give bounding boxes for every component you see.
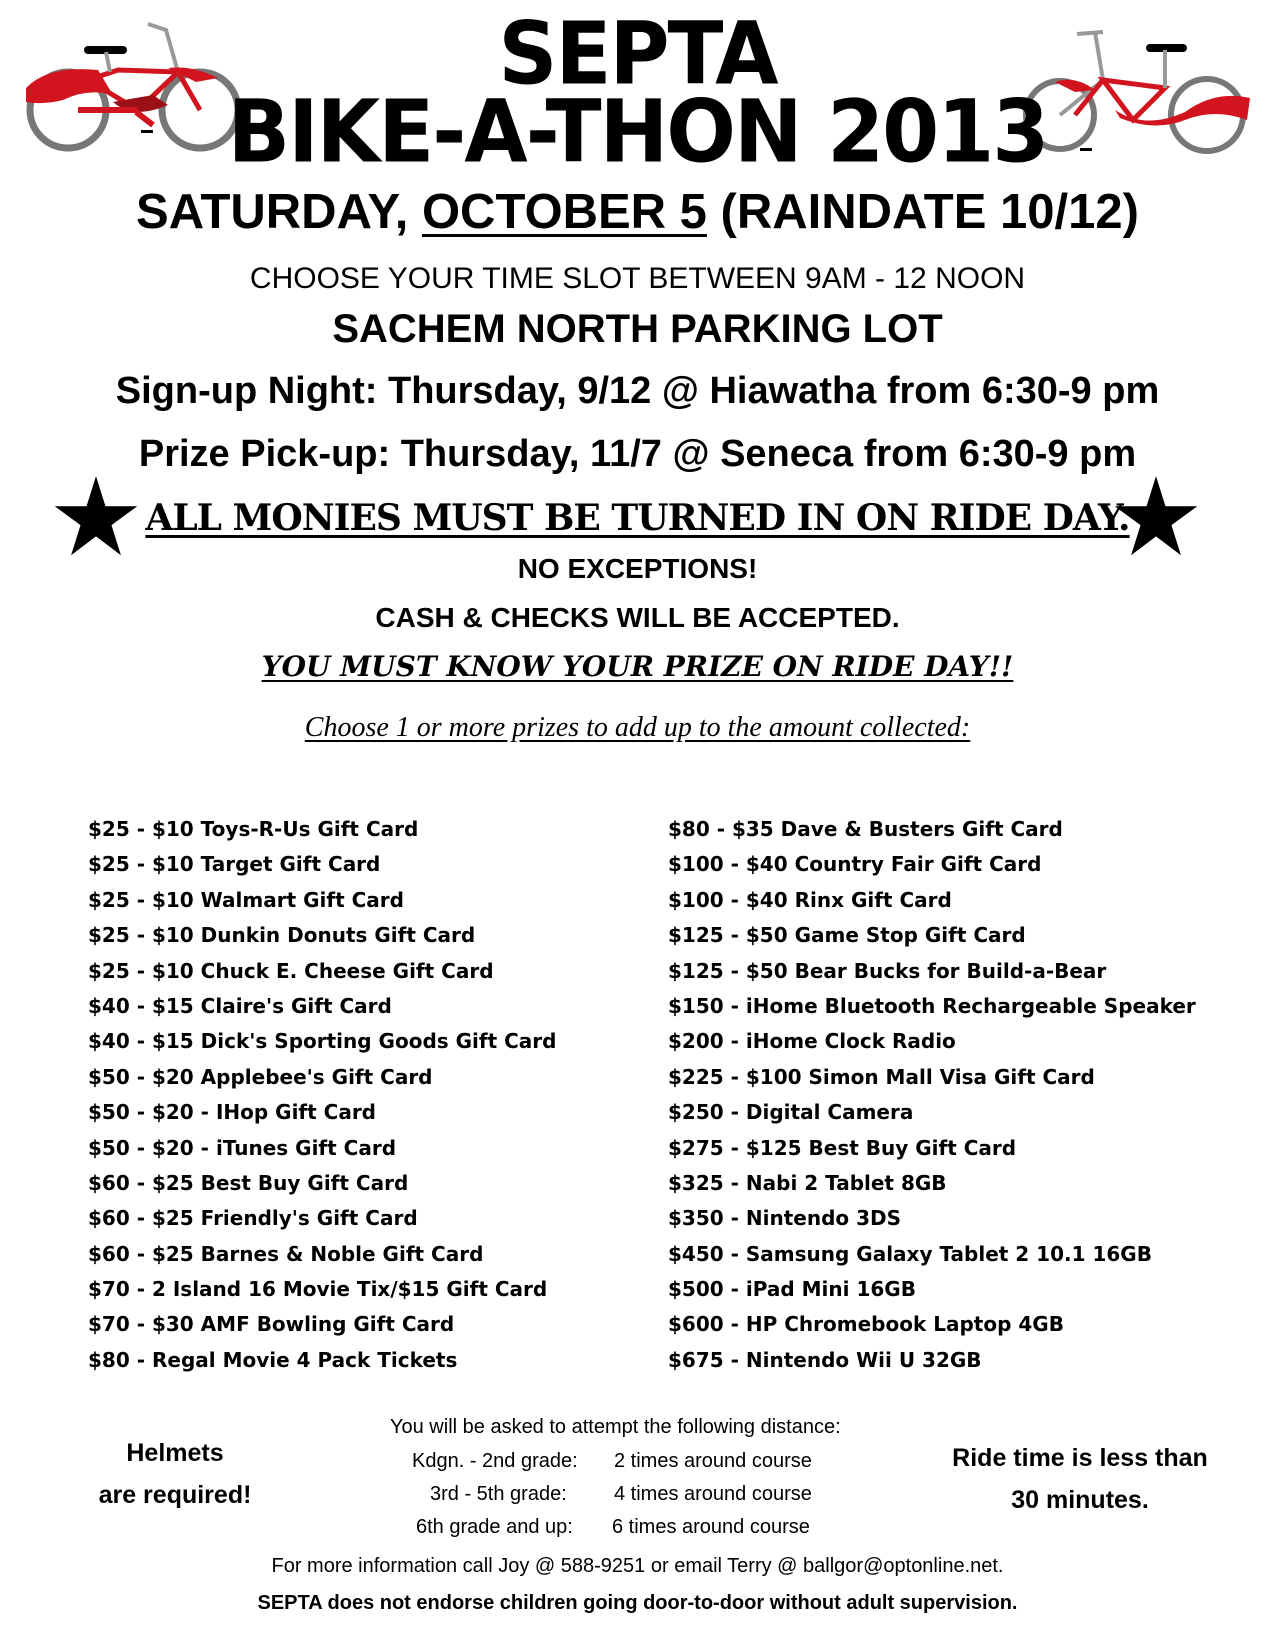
distance-laps-1: 2 times around course — [614, 1450, 812, 1472]
location: SACHEM NORTH PARKING LOT — [332, 307, 943, 351]
list-item: $450 - Samsung Galaxy Tablet 2 10.1 16GB — [668, 1241, 1152, 1266]
time-slot: CHOOSE YOUR TIME SLOT BETWEEN 9AM - 12 NOON — [249, 262, 1026, 295]
date-main: OCTOBER 5 — [421, 185, 707, 239]
contact-info: For more information call Joy @ 588-9251 or email Terry @ ballgor@optonline.net. — [271, 1555, 1004, 1577]
helmets-notice — [60, 1432, 290, 1516]
ride-time-notice — [920, 1437, 1240, 1521]
list-item: $275 - $125 Best Buy Gift Card — [668, 1135, 1017, 1160]
title-line-2: BIKE-A-THON 2013 — [227, 82, 1048, 183]
know-prize: YOU MUST KNOW YOUR PRIZE ON RIDE DAY!! — [261, 650, 1014, 683]
list-item: $50 - $20 - IHop Gift Card — [88, 1100, 376, 1125]
list-item: $60 - $25 Barnes & Noble Gift Card — [88, 1241, 484, 1266]
list-item: $125 - $50 Bear Bucks for Build-a-Bear — [668, 958, 1107, 983]
disclaimer: SEPTA does not endorse children going door-to-door without adult supervision. — [257, 1592, 1018, 1614]
list-item: $25 - $10 Chuck E. Cheese Gift Card — [88, 958, 494, 983]
distance-laps-2: 4 times around course — [614, 1483, 812, 1505]
list-item: $50 - $20 Applebee's Gift Card — [88, 1064, 433, 1089]
list-item: $50 - $20 - iTunes Gift Card — [88, 1135, 397, 1160]
list-item: $25 - $10 Target Gift Card — [88, 852, 381, 877]
list-item: $200 - iHome Clock Radio — [668, 1029, 956, 1054]
list-item: $100 - $40 Rinx Gift Card — [668, 887, 952, 912]
prize-pickup: Prize Pick-up: Thursday, 11/7 @ Seneca from 6:30-9 pm — [138, 433, 1137, 475]
list-item: $100 - $40 Country Fair Gift Card — [668, 852, 1042, 877]
distance-grade-1: Kdgn. - 2nd grade: — [412, 1450, 578, 1472]
list-item: $125 - $50 Game Stop Gift Card — [668, 923, 1026, 948]
helmets-line-2: are required! — [98, 1481, 252, 1509]
list-item: $80 - $35 Dave & Busters Gift Card — [668, 817, 1063, 841]
event-date — [0, 184, 1275, 240]
list-item: $225 - $100 Simon Mall Visa Gift Card — [668, 1064, 1095, 1089]
date-prefix: SATURDAY, — [136, 185, 422, 239]
list-item: $250 - Digital Camera — [668, 1100, 914, 1125]
helmets-line-1: Helmets — [126, 1439, 224, 1467]
list-item: $70 - 2 Island 16 Movie Tix/$15 Gift Card — [88, 1277, 548, 1302]
list-item: $500 - iPad Mini 16GB — [668, 1277, 916, 1302]
monies-notice: ALL MONIES MUST BE TURNED IN ON RIDE DAY. — [145, 497, 1130, 539]
cash-checks: CASH & CHECKS WILL BE ACCEPTED. — [375, 602, 900, 633]
list-item: $40 - $15 Dick's Sporting Goods Gift Card — [88, 1029, 557, 1054]
prize-list-left — [88, 812, 556, 1378]
prize-list-right — [668, 812, 1196, 1378]
list-item: $80 - Regal Movie 4 Pack Tickets — [88, 1347, 458, 1372]
no-exceptions: NO EXCEPTIONS! — [517, 553, 758, 584]
list-item: $70 - $30 AMF Bowling Gift Card — [88, 1312, 455, 1337]
list-item: $325 - Nabi 2 Tablet 8GB — [668, 1170, 947, 1195]
list-item: $60 - $25 Friendly's Gift Card — [88, 1206, 418, 1231]
list-item: $675 - Nintendo Wii U 32GB — [668, 1347, 982, 1372]
list-item: $25 - $10 Walmart Gift Card — [88, 887, 404, 912]
distance-grade-3: 6th grade and up: — [416, 1516, 573, 1538]
list-item: $25 - $10 Dunkin Donuts Gift Card — [88, 923, 476, 948]
list-item: $40 - $15 Claire's Gift Card — [88, 993, 392, 1018]
ride-time-line-1: Ride time is less than — [952, 1444, 1208, 1472]
title-line-1: SEPTA — [498, 4, 777, 105]
list-item: $25 - $10 Toys-R-Us Gift Card — [88, 817, 419, 841]
date-suffix: (RAINDATE 10/12) — [706, 185, 1139, 239]
distance-intro: You will be asked to attempt the following distance: — [390, 1416, 841, 1438]
signup-night: Sign-up Night: Thursday, 9/12 @ Hiawatha from 6:30-9 pm — [115, 370, 1160, 412]
distance-grade-2: 3rd - 5th grade: — [430, 1483, 567, 1505]
list-item: $60 - $25 Best Buy Gift Card — [88, 1170, 409, 1195]
list-item: $150 - iHome Bluetooth Rechargeable Speaker — [668, 993, 1196, 1018]
distance-laps-3: 6 times around course — [612, 1516, 810, 1538]
list-item: $600 - HP Chromebook Laptop 4GB — [668, 1312, 1064, 1337]
choose-prizes: Choose 1 or more prizes to add up to the amount collected: — [304, 712, 971, 743]
ride-time-line-2: 30 minutes. — [1011, 1486, 1149, 1514]
list-item: $350 - Nintendo 3DS — [668, 1206, 902, 1231]
